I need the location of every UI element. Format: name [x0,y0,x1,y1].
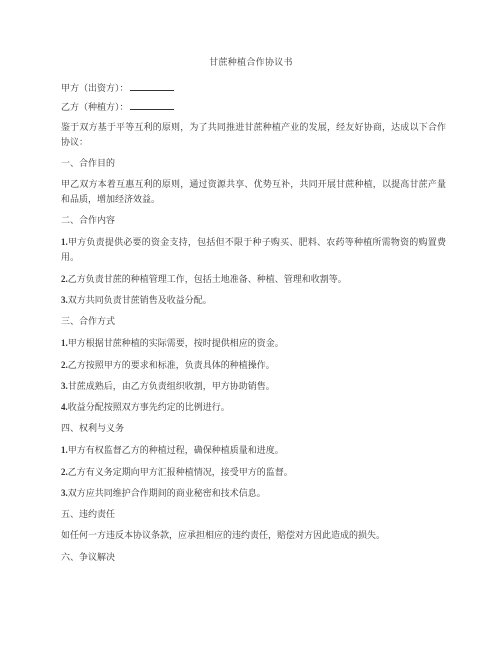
item-text: 双方共同负责甘蔗销售及收益分配。 [67,296,212,306]
item-number: 2. [61,360,68,370]
list-item [61,293,446,309]
item-number: 2. [61,467,68,477]
item-number: 1. [61,445,68,455]
party-a-line [61,82,446,97]
document-title: 甘蔗种植合作协议书 [209,58,293,68]
section-heading: 五、违约责任 [61,510,116,520]
list-item [61,272,446,288]
section-heading: 一、合作目的 [61,159,116,169]
section-heading: 四、权利与义务 [61,424,125,434]
item-text: 乙方按照甲方的要求和标准，负责具体的种植操作。 [67,361,275,371]
item-text: 甲方负责提供必要的资金支持，包括但不限于种子购买、肥料、农药等种植所需物资的购置费用。 [61,238,446,263]
item-number: 1. [61,338,68,348]
item-number: 3. [61,381,68,391]
list-item [61,400,446,416]
item-text: 乙方有义务定期向甲方汇报种植情况，接受甲方的监督。 [67,468,293,478]
list-item [61,486,446,502]
item-text: 双方应共同维护合作期间的商业秘密和技术信息。 [67,489,266,499]
list-item [61,235,446,266]
list-item [61,443,446,459]
section-heading: 三、合作方式 [61,317,116,327]
item-number: 3. [61,488,68,498]
item-number: 2. [61,274,68,284]
party-b-label: 乙方（种植方）： [61,103,129,113]
list-item [61,379,446,395]
list-item [61,358,446,374]
section-heading: 六、争议解决 [61,553,116,563]
item-text: 甲方根据甘蔗种植的实际需要，按时提供相应的资金。 [67,339,284,349]
section-heading: 二、合作内容 [61,216,116,226]
list-item [61,465,446,481]
party-b-blank [130,101,174,110]
party-a-label: 甲方（出资方）： [61,84,129,94]
section-body: 如任何一方违反本协议条款，应承担相应的违约责任，赔偿对方因此造成的损失。 [61,531,386,541]
section-body: 甲乙双方本着互惠互利的原则，通过资源共享、优势互补，共同开展甘蔗种植，以提高甘蔗产量和品质，增加经济效益。 [61,180,446,205]
party-b-line [61,101,446,116]
item-text: 乙方负责甘蔗的种植管理工作，包括土地准备、种植、管理和收割等。 [67,275,347,285]
item-number: 1. [61,237,68,247]
item-text: 甲方有权监督乙方的种植过程，确保种植质量和进度。 [67,446,284,456]
list-item [61,336,446,352]
item-text: 甘蔗成熟后，由乙方负责组织收割，甲方协助销售。 [67,382,275,392]
item-text: 收益分配按照双方事先约定的比例进行。 [67,403,230,413]
intro-paragraph: 鉴于双方基于平等互利的原则，为了共同推进甘蔗种植产业的发展，经友好协商，达成以下合作协议： [61,123,446,148]
item-number: 3. [61,295,68,305]
item-number: 4. [61,402,68,412]
party-a-blank [130,82,174,91]
